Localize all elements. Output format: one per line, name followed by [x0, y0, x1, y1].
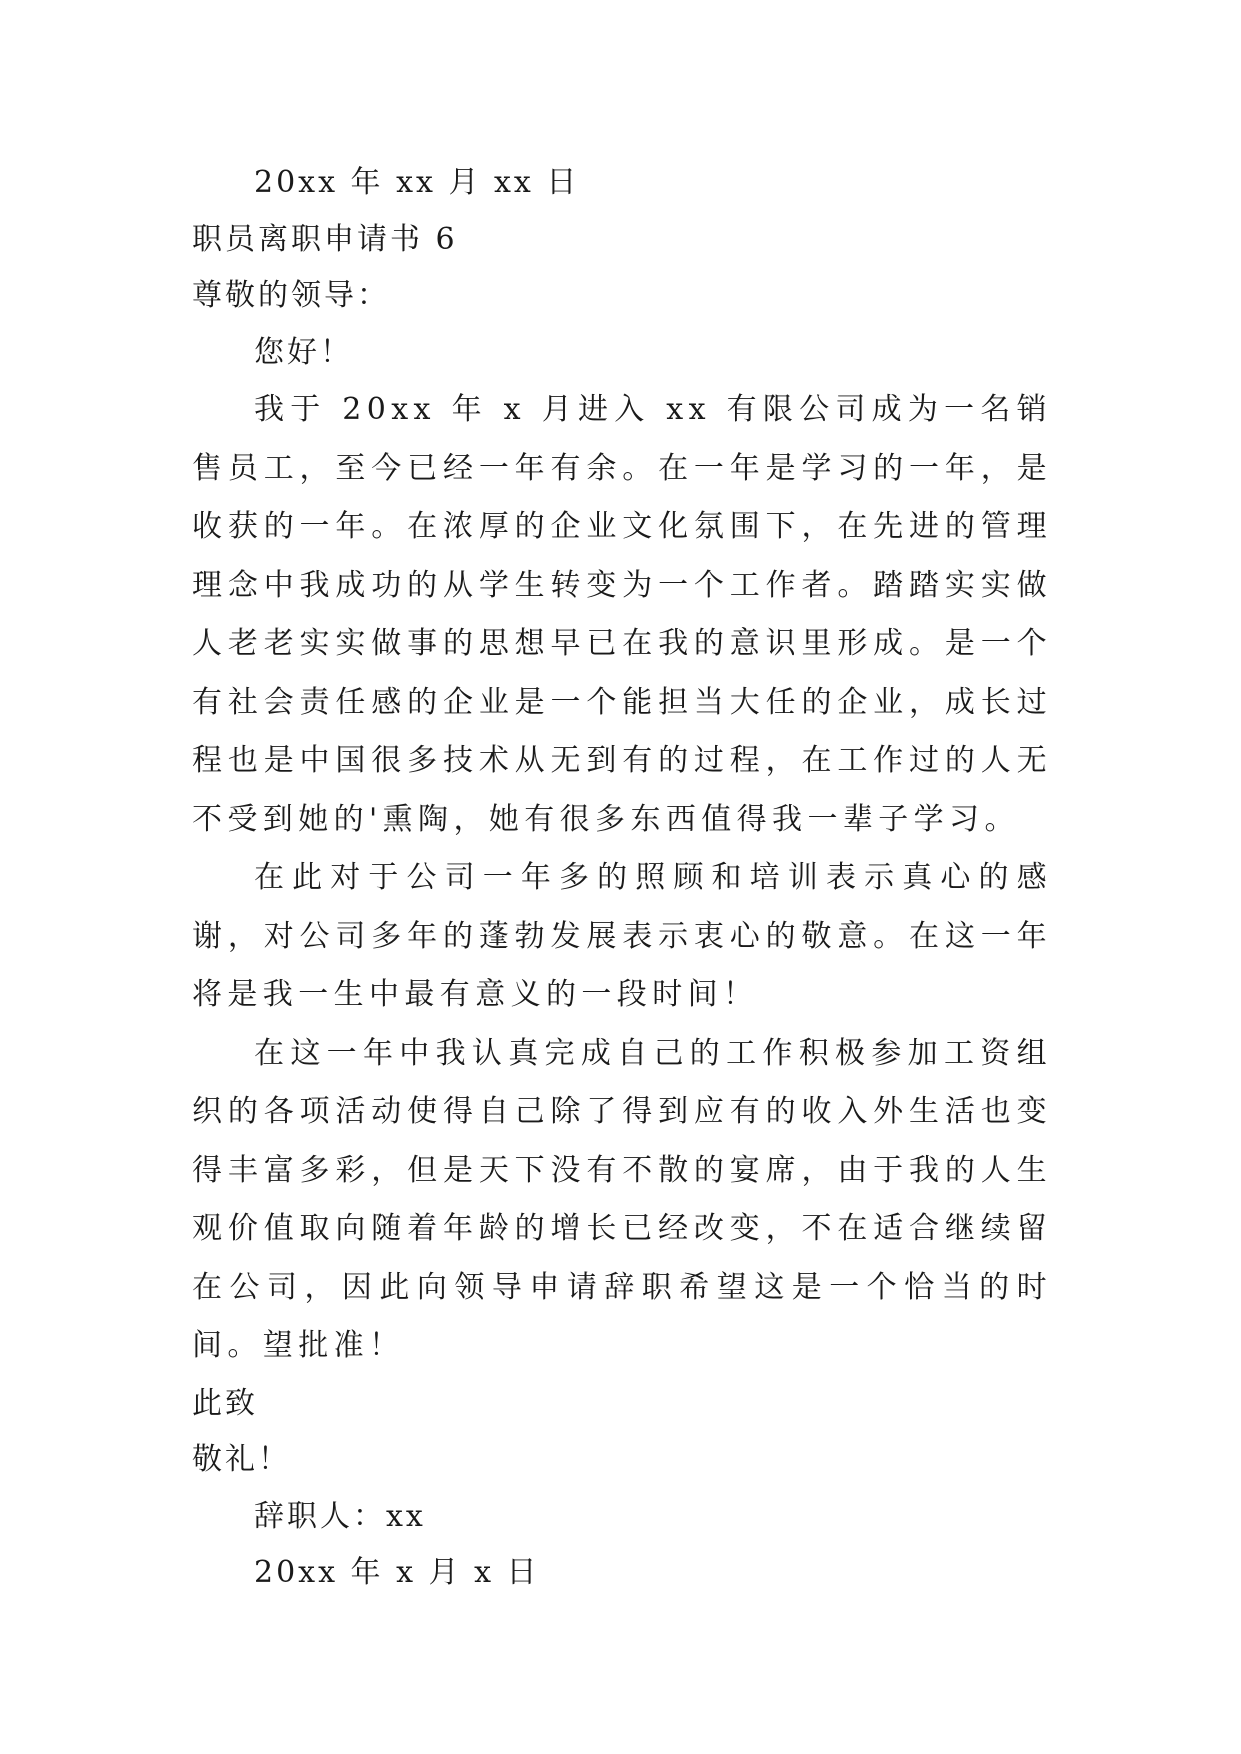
signer: 辞职人：xx	[254, 1498, 426, 1534]
greeting: 您好！	[254, 334, 353, 370]
salutation: 尊敬的领导：	[192, 278, 390, 313]
letter-body	[192, 155, 1052, 1602]
closing-line-2: 敬礼！	[192, 1442, 291, 1477]
letter-title: 职员离职申请书 6	[192, 221, 458, 257]
closing-line-1: 此致	[192, 1385, 258, 1421]
paragraph-1: 我于 20xx 年 x 月进入 xx 有限公司成为一名销售员工，至今已经一年有余。在一年是学习的一年，是收获的一年。在浓厚的企业文化氛围下，在先进的管理理念中我成功的从学生转变为一个工作者。踏踏实实做人老老实实做事的思想早已在我的意识里形成。是一个有社会责任感的企业是一个能担当大任的企业，成长过程也是中国很多技术从无到有的过程，在工作过的人无不受到她的'熏陶，她有很多东西值得我一辈子学习。	[192, 392, 1052, 837]
paragraph-2: 在此对于公司一年多的照顾和培训表示真心的感谢，对公司多年的蓬勃发展表示衷心的敬意。在这一年将是我一生中最有意义的一段时间！	[192, 860, 1052, 1012]
paragraph-3: 在这一年中我认真完成自己的工作积极参加工资组织的各项活动使得自己除了得到应有的收入外生活也变得丰富多彩，但是天下没有不散的宴席，由于我的人生观价值取向随着年龄的增长已经改变，不在适合继续留在公司，因此向领导申请辞职希望这是一个恰当的时间。望批准！	[192, 1035, 1052, 1363]
top-date: 20xx 年 xx 月 xx 日	[254, 165, 580, 200]
bottom-date: 20xx 年 x 月 x 日	[254, 1555, 540, 1590]
